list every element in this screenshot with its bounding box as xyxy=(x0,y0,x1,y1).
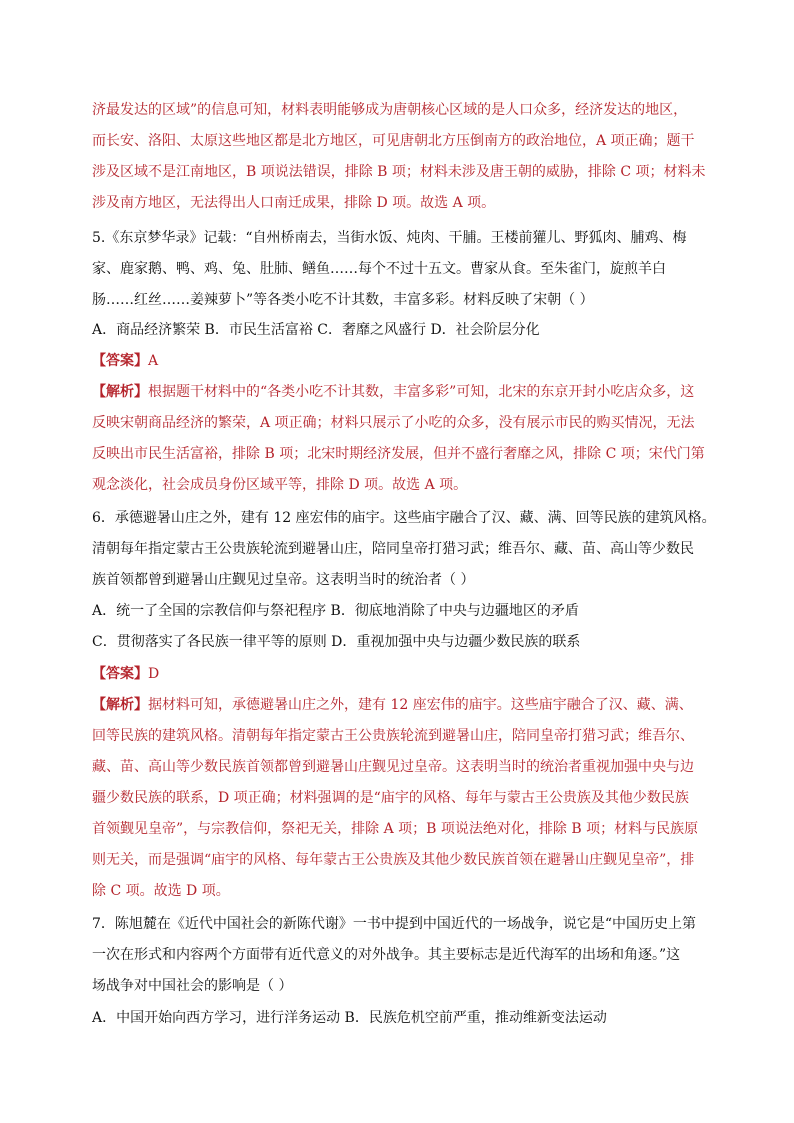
analysis-text: 根据题干材料中的“各类小吃不计其数，丰富多彩”可知，北宋的东京开封小吃店众多，这 xyxy=(148,384,695,400)
analysis-tag: 【解析】 xyxy=(92,697,148,713)
q6-analysis-line: 疆少数民族的联系，D 项正确；材料强调的是“庙宇的风格、每年与蒙古王公贵族及其他少数民族 xyxy=(92,790,689,806)
q7-options: A．中国开始向西方学习，进行洋务运动 B．民族危机空前严重，推动维新变法运动 xyxy=(92,1010,607,1026)
analysis-tag: 【解析】 xyxy=(92,384,148,400)
q5-stem-line: 5.《东京梦华录》记载：“自州桥南去，当街水饭、炖肉、干脯。王楼前獾儿、野狐肉、脯鸡、梅 xyxy=(92,230,687,246)
q6-stem-line: 清朝每年指定蒙古王公贵族轮流到避暑山庄，陪同皇帝打猎习武；维吾尔、藏、苗、高山等少数民 xyxy=(92,541,694,557)
q5-analysis-line: 反映出市民生活富裕，排除 B 项；北宋时期经济发展，但并不盛行奢靡之风，排除 C 项；宋代门第 xyxy=(92,446,705,462)
q6-analysis-line: 首领觐见皇帝”，与宗教信仰，祭祀无关，排除 A 项；B 项说法绝对化，排除 B 项；材料与民族原 xyxy=(92,821,699,837)
q6-options-line: A．统一了全国的宗教信仰与祭祀程序 B．彻底地消除了中央与边疆地区的矛盾 xyxy=(92,603,579,619)
q6-analysis-line: 回等民族的建筑风格。清朝每年指定蒙古王公贵族轮流到避暑山庄，陪同皇帝打猎习武；维吾尔、 xyxy=(92,728,694,744)
prev-analysis-line: 而长安、洛阳、太原这些地区都是北方地区，可见唐朝北方压倒南方的政治地位，A 项正确；题干 xyxy=(92,133,695,149)
q5-options: A．商品经济繁荣 B．市民生活富裕 C．奢靡之风盛行 D．社会阶层分化 xyxy=(92,322,540,338)
answer-tag: 【答案】 xyxy=(92,666,148,682)
q5-analysis-line xyxy=(92,382,712,402)
answer-value: D xyxy=(148,666,160,682)
prev-analysis-line: 济最发达的区域”的信息可知，材料表明能够成为唐朝核心区域的是人口众多，经济发达的地区， xyxy=(92,102,688,118)
q7-stem-line: 一次在形式和内容两个方面带有近代意义的对外战争。其主要标志是近代海军的出场和角逐。”这 xyxy=(92,947,681,963)
q7-stem-line: 7．陈旭麓在《近代中国社会的新陈代谢》一书中提到中国近代的一场战争，说它是“中国历史上第 xyxy=(92,916,697,932)
q6-analysis-line: 则无关，而是强调“庙宇的风格、每年蒙古王公贵族及其他少数民族首领在避暑山庄觐见皇帝”，排 xyxy=(92,852,695,868)
q6-options-line: C．贯彻落实了各民族一律平等的原则 D．重视加强中央与边疆少数民族的联系 xyxy=(92,634,581,650)
answer-value: A xyxy=(148,353,159,369)
q6-analysis-line xyxy=(92,695,712,715)
prev-analysis-line: 涉及南方地区，无法得出人口南迁成果，排除 D 项。故选 A 项。 xyxy=(92,195,496,211)
q6-analysis-line: 除 C 项。故选 D 项。 xyxy=(92,883,230,899)
q5-stem-line: 肠……红丝……姜辣萝卜”等各类小吃不计其数，丰富多彩。材料反映了宋朝（ ） xyxy=(92,292,594,308)
q6-analysis-line: 藏、苗、高山等少数民族首领都曾到避暑山庄觐见过皇帝。这表明当时的统治者重视加强中央与边 xyxy=(92,759,694,775)
q7-stem-line: 场战争对中国社会的影响是（ ） xyxy=(92,978,293,994)
q6-answer xyxy=(92,664,712,684)
prev-analysis-line: 涉及区域不是江南地区，B 项说法错误，排除 B 项；材料未涉及唐王朝的威胁，排除 C 项；材料未 xyxy=(92,164,706,180)
answer-tag: 【答案】 xyxy=(92,353,148,369)
q6-stem-line: 6．承德避暑山庄之外，建有 12 座宏伟的庙宇。这些庙宇融合了汉、藏、满、回等民族的建筑风格。 xyxy=(92,510,716,526)
q5-answer xyxy=(92,351,712,371)
analysis-text: 据材料可知，承德避暑山庄之外，建有 12 座宏伟的庙宇。这些庙宇融合了汉、藏、满、 xyxy=(148,697,693,713)
q5-analysis-line: 观念淡化，社会成员身份区域平等，排除 D 项。故选 A 项。 xyxy=(92,477,468,493)
q6-stem-line: 族首领都曾到避暑山庄觐见过皇帝。这表明当时的统治者（ ） xyxy=(92,572,475,588)
q5-stem-line: 家、鹿家鹅、鸭、鸡、兔、肚肺、鳝鱼……每个不过十五文。曹家从食。至朱雀门，旋煎羊白 xyxy=(92,261,666,277)
q5-analysis-line: 反映宋朝商品经济的繁荣，A 项正确；材料只展示了小吃的众多，没有展示市民的购买情况，无法 xyxy=(92,415,695,431)
